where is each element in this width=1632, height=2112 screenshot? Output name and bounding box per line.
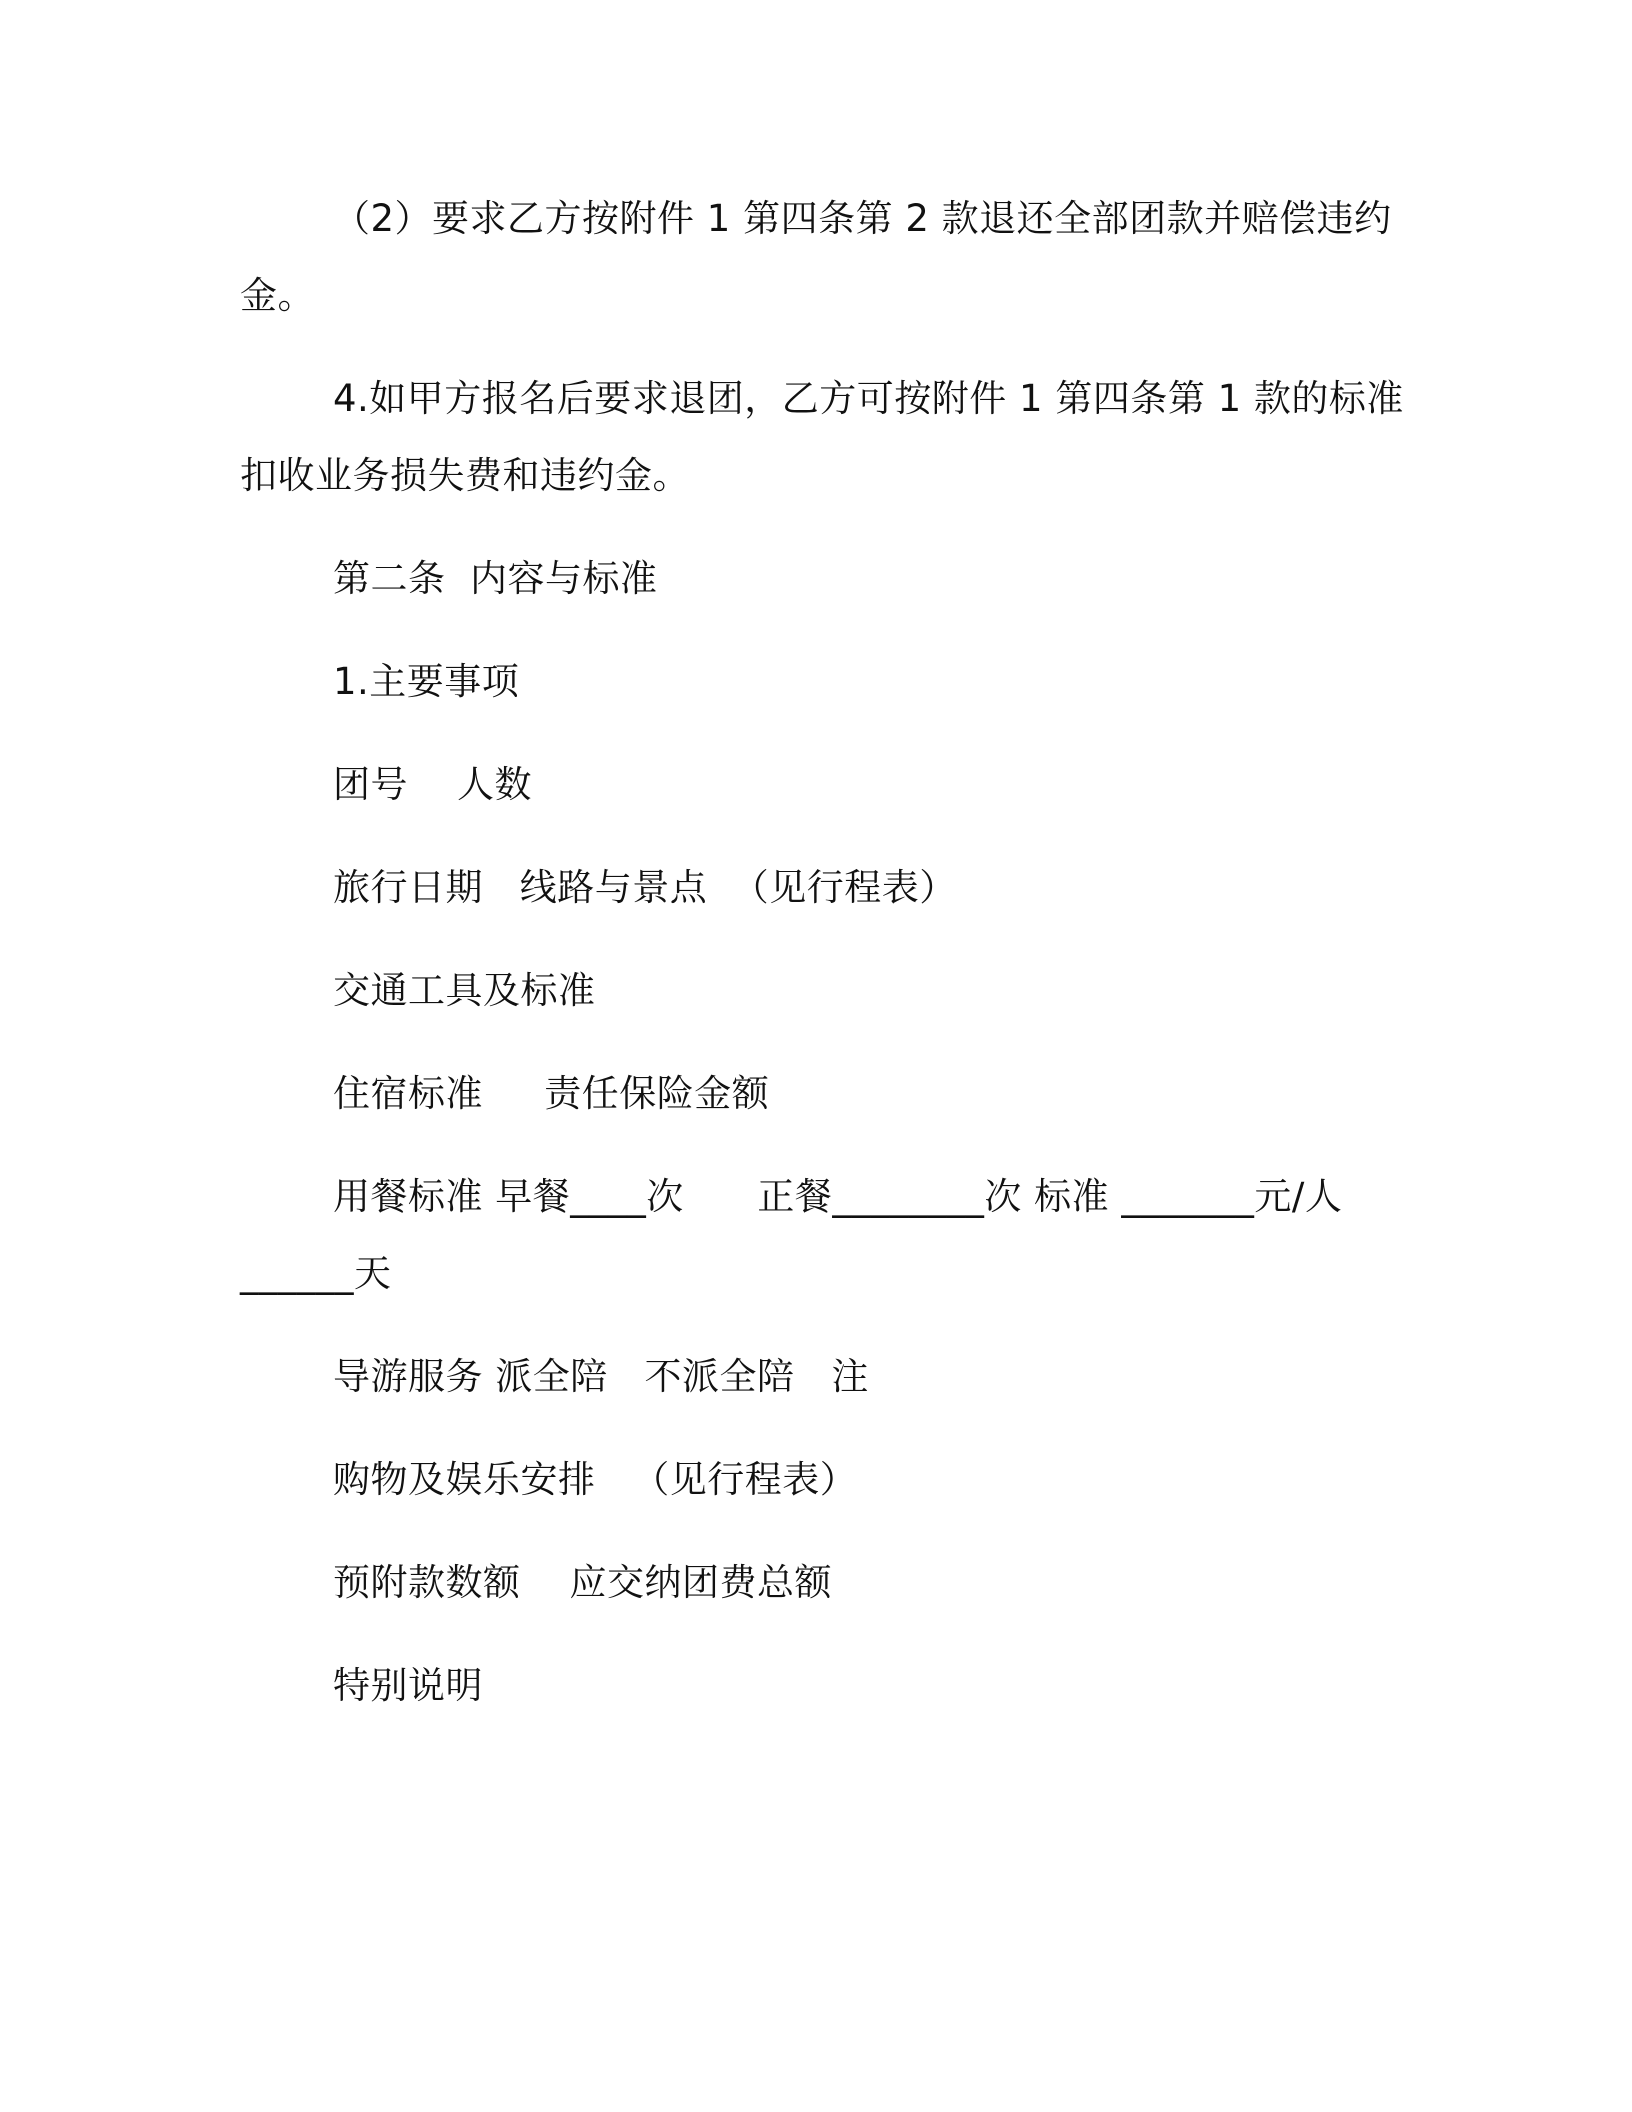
- item-group-number: 团号 人数: [333, 763, 533, 806]
- item-transport: 交通工具及标准: [333, 969, 596, 1012]
- item-guide: 导游服务 派全陪 不派全陪 注: [333, 1355, 869, 1398]
- paragraph-refund-line1: （2）要求乙方按附件 1 第四条第 2 款退还全部团款并赔偿违约: [333, 197, 1392, 240]
- item-payment: 预附款数额 应交纳团费总额: [333, 1561, 833, 1604]
- item-meals-line1: 用餐标准 早餐____次 正餐________次 标准 _______元/人: [333, 1175, 1343, 1218]
- item-meals-line2: ______天: [240, 1252, 392, 1295]
- item-shopping: 购物及娱乐安排 （见行程表）: [333, 1458, 858, 1501]
- article-heading: 第二条 内容与标准: [333, 557, 658, 600]
- section-heading: 1.主要事项: [333, 660, 520, 703]
- paragraph-withdrawal-line1: 4.如甲方报名后要求退团，乙方可按附件 1 第四条第 1 款的标准: [333, 377, 1404, 420]
- item-accommodation: 住宿标准 责任保险金额: [333, 1072, 770, 1115]
- paragraph-withdrawal-line2: 扣收业务损失费和违约金。: [240, 454, 690, 497]
- item-special: 特别说明: [333, 1664, 483, 1707]
- paragraph-refund-line2: 金。: [240, 274, 315, 317]
- item-travel-date: 旅行日期 线路与景点 （见行程表）: [333, 866, 957, 909]
